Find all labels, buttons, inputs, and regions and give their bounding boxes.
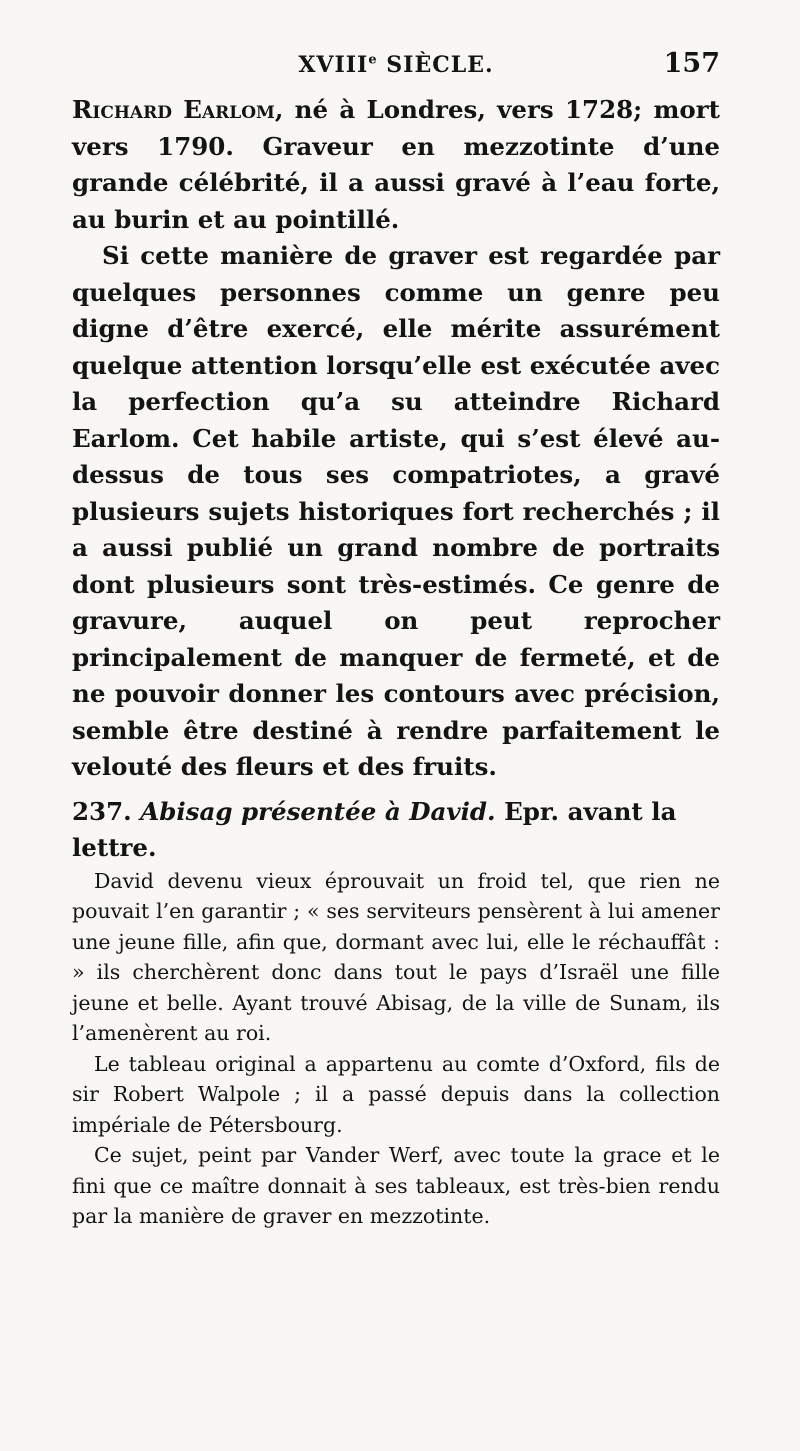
entry-description-1: David devenu vieux éprouvait un froid tel, que rien ne pouvait l’en garantir ; « ses serviteurs pensèrent à lui amener une jeune fille, afin que, dormant avec lui, elle le réchauffât : » ils cherchèrent donc dans tout le pays d’Israël une fille jeune et belle. Ayant trouvé Abisag, de la ville de Sunam, ils l’amenèrent au roi. (72, 868, 720, 1045)
entry-state: Epr. avant la lettre. (72, 796, 677, 862)
biography-paragraph-2: Si cette manière de graver est regardée par quelques personnes comme un genre peu digne d’être exercé, elle mérite assurément quelque attention lorsqu’elle est exécutée avec la perfection qu’a su atteindre Richard Earlom. Cet habile artiste, qui s’est élevé au-dessus de tous ses compatriotes, a gravé plusieurs sujets historiques fort recherchés ; il a aussi publié un grand nombre de portraits dont plusieurs sont très-estimés. Ce genre de gravure, auquel on peut reprocher principalement de manquer de fermeté, et de ne pouvoir donner les contours avec précision, semble être destiné à rendre parfaitement le velouté des fleurs et des fruits. (72, 241, 720, 781)
century-suffix: e (368, 52, 378, 68)
running-title (72, 52, 720, 78)
entry-heading (72, 794, 720, 866)
biography-text-1: né à Londres, vers 1728; mort vers 1790. Graveur en mezzotinte d’une grande célébrité, il a aussi gravé à l’eau forte, au burin et au pointillé. (72, 95, 720, 234)
artist-first-name: Richard (72, 95, 172, 124)
biography-paragraph-1 (72, 92, 720, 238)
entry-description-2: Le tableau original a appartenu au comte d’Oxford, fils de sir Robert Walpole ; il a passé depuis dans la collection impériale de Pétersbourg. (72, 1051, 720, 1137)
page-body (72, 92, 720, 1232)
running-header (72, 48, 720, 88)
entry-title: Abisag présentée à David. (140, 796, 496, 826)
artist-last-name: Earlom, (183, 95, 284, 124)
entry-description-3: Ce sujet, peint par Vander Werf, avec toute la grace et le fini que ce maître donnait à ses tableaux, est très-bien rendu par la manière de graver en mezzotinte. (72, 1143, 720, 1228)
section-label: SIÈCLE. (386, 52, 494, 78)
century: XVIII (298, 52, 369, 78)
entry-number: 237. (72, 796, 132, 826)
page-number: 157 (663, 48, 720, 79)
